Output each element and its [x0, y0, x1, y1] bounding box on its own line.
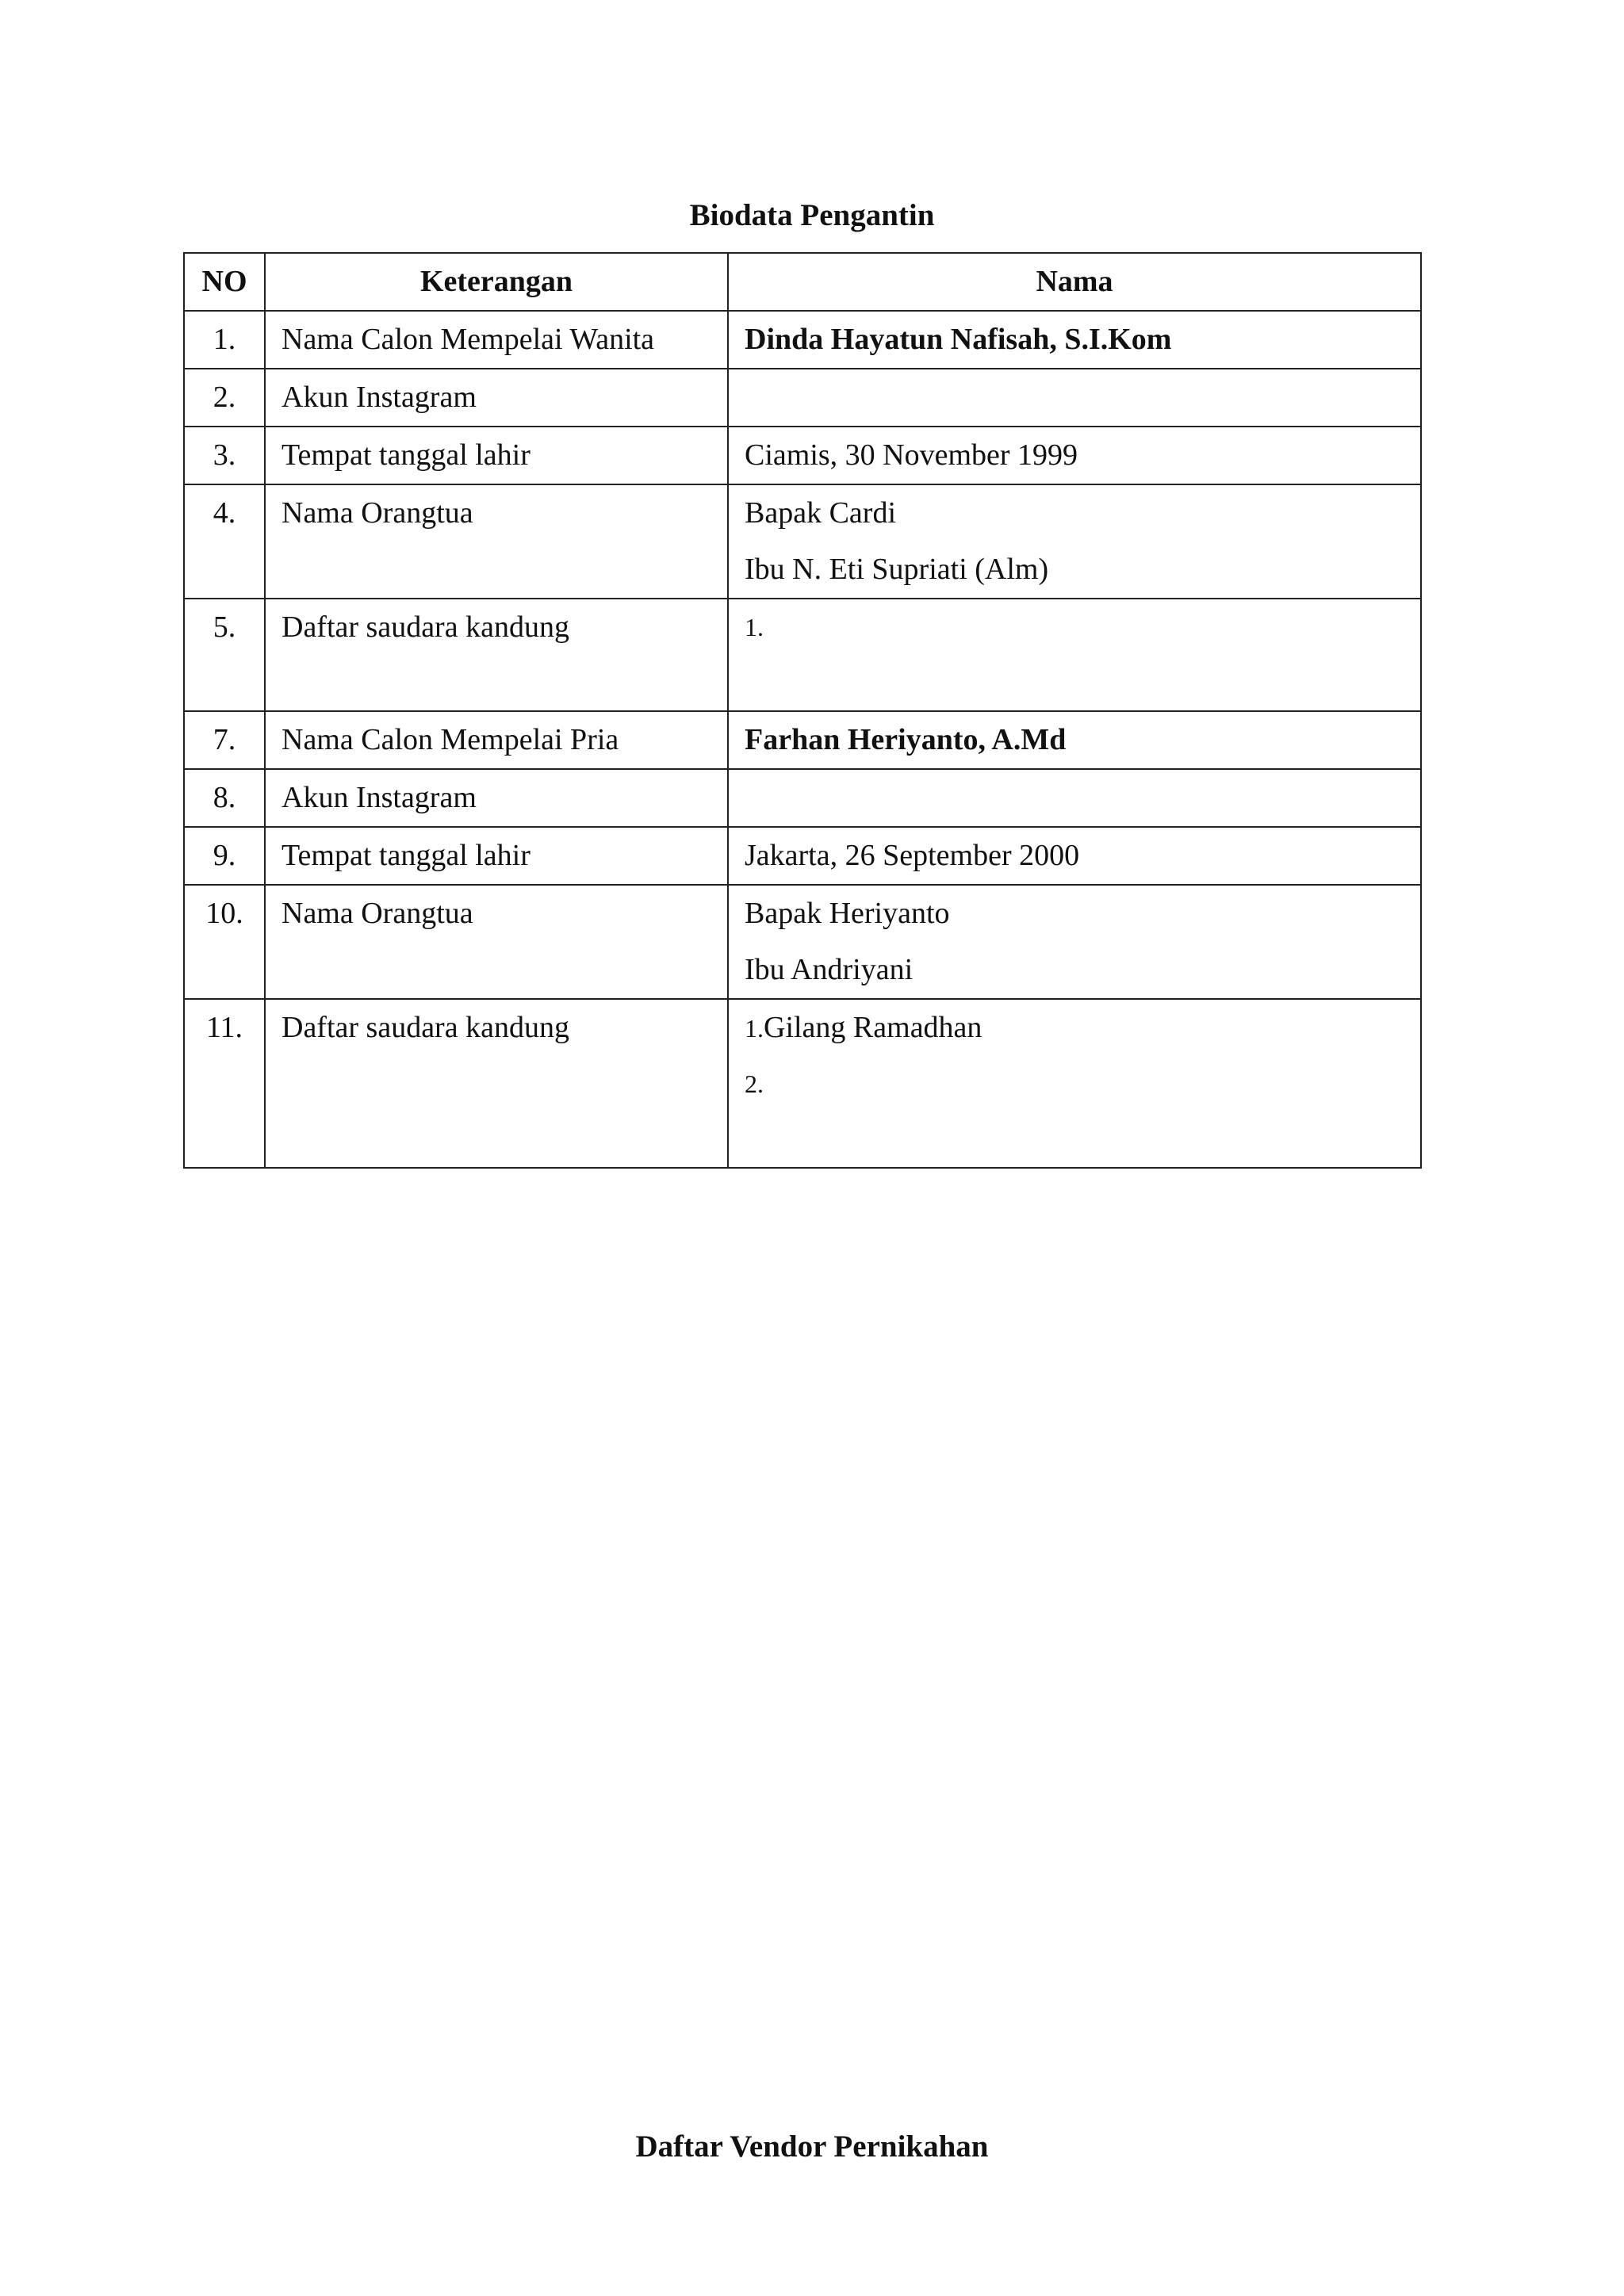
- header-keterangan: Keterangan: [265, 253, 728, 311]
- row-number: 3.: [184, 427, 265, 484]
- row-label: Tempat tanggal lahir: [265, 827, 728, 885]
- row-value: [728, 427, 1421, 484]
- row-number: 9.: [184, 827, 265, 885]
- row-value: [728, 885, 1421, 999]
- row-label: Tempat tanggal lahir: [265, 427, 728, 484]
- row-value: [728, 999, 1421, 1168]
- row-number: 5.: [184, 599, 265, 711]
- sibling-item: 2.: [745, 1070, 764, 1098]
- table-row: [184, 999, 1421, 1168]
- row-label: Daftar saudara kandung: [265, 999, 728, 1168]
- birth-place-date: Ciamis, 30 November 1999: [745, 438, 1078, 472]
- header-nama: Nama: [728, 253, 1421, 311]
- table-row: [184, 827, 1421, 885]
- sibling-name: Gilang Ramadhan: [764, 1011, 982, 1044]
- row-number: 4.: [184, 484, 265, 599]
- row-number: 11.: [184, 999, 265, 1168]
- row-label: Nama Orangtua: [265, 885, 728, 999]
- page-title: Biodata Pengantin: [689, 198, 935, 232]
- table-row: [184, 769, 1421, 827]
- row-label: Daftar saudara kandung: [265, 599, 728, 711]
- mother-name: Ibu N. Eti Supriati (Alm): [745, 553, 1049, 586]
- biodata-table: [183, 252, 1422, 1169]
- father-name: Bapak Heriyanto: [745, 897, 950, 930]
- sibling-item: 1.: [745, 613, 764, 641]
- header-no: NO: [184, 253, 265, 311]
- table-row: [184, 599, 1421, 711]
- instagram-value: [745, 770, 1404, 826]
- table-row: [184, 369, 1421, 427]
- row-value: [728, 769, 1421, 827]
- birth-place-date: Jakarta, 26 September 2000: [745, 839, 1080, 872]
- mother-name: Ibu Andriyani: [745, 953, 914, 986]
- row-label: Nama Calon Mempelai Wanita: [265, 311, 728, 369]
- row-number: 7.: [184, 711, 265, 769]
- bride-name: Dinda Hayatun Nafisah, S.I.Kom: [745, 323, 1172, 356]
- row-value: [728, 599, 1421, 711]
- row-label: Akun Instagram: [265, 769, 728, 827]
- row-number: 10.: [184, 885, 265, 999]
- groom-name: Farhan Heriyanto, A.Md: [745, 723, 1067, 756]
- row-label: Akun Instagram: [265, 369, 728, 427]
- row-value: [728, 827, 1421, 885]
- father-name: Bapak Cardi: [745, 496, 897, 530]
- row-value: [728, 711, 1421, 769]
- row-label: Nama Orangtua: [265, 484, 728, 599]
- instagram-value: [745, 369, 1404, 426]
- row-label: Nama Calon Mempelai Pria: [265, 711, 728, 769]
- row-value: [728, 311, 1421, 369]
- row-number: 8.: [184, 769, 265, 827]
- row-value: [728, 369, 1421, 427]
- row-number: 1.: [184, 311, 265, 369]
- list-marker: 1.: [745, 1014, 764, 1043]
- section-heading: Daftar Vendor Pernikahan: [635, 2130, 989, 2164]
- row-number: 2.: [184, 369, 265, 427]
- table-header-row: [184, 253, 1421, 311]
- table-row: [184, 311, 1421, 369]
- row-value: [728, 484, 1421, 599]
- table-row: [184, 427, 1421, 484]
- table-row: [184, 885, 1421, 999]
- sibling-item: [745, 1000, 1404, 1056]
- table-row: [184, 711, 1421, 769]
- table-row: [184, 484, 1421, 599]
